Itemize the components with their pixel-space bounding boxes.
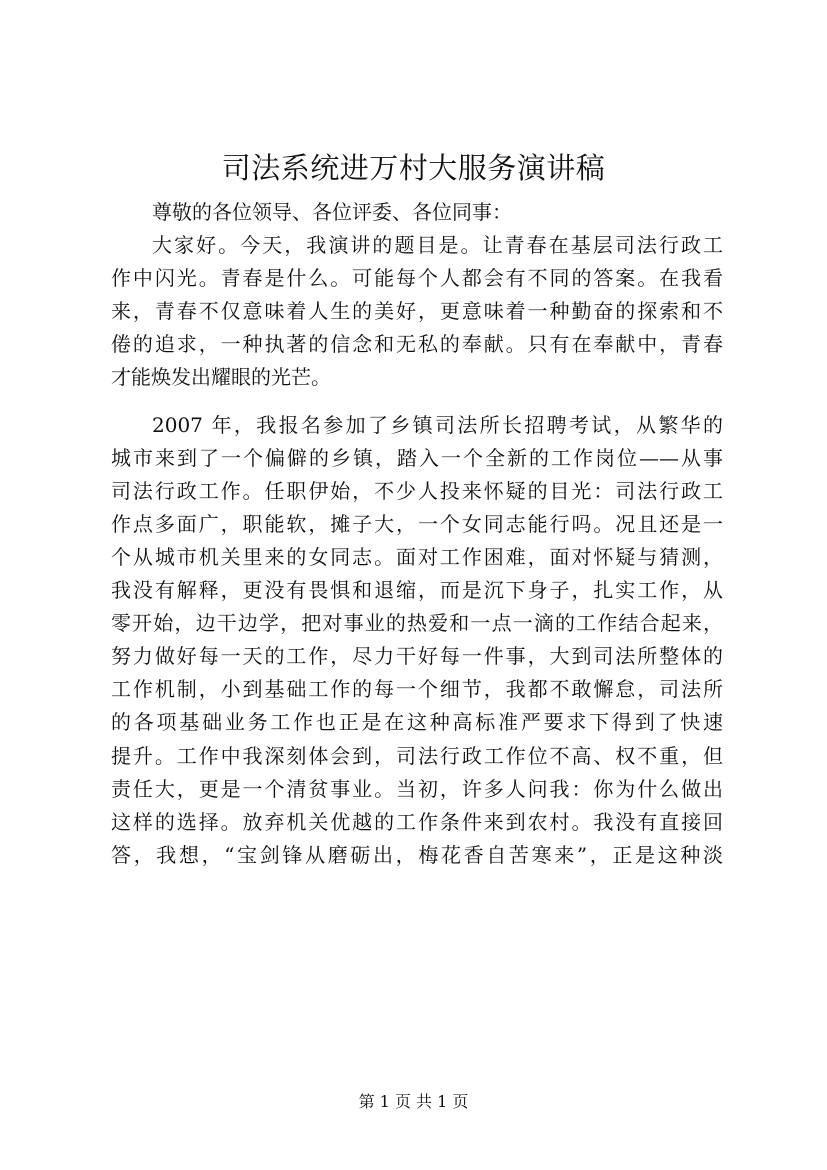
text-line: 努力做好每一天的工作，尽力干好每一件事，大到司法所整体的 bbox=[111, 644, 723, 669]
document-body bbox=[111, 196, 723, 872]
text-line: 作点多面广，职能软，摊子大，一个女同志能行吗。况且还是一 bbox=[111, 511, 723, 536]
paragraph-story bbox=[111, 409, 723, 872]
paragraph-gap bbox=[111, 395, 723, 409]
text-line: 工作机制，小到基础工作的每一个细节，我都不敢懈怠，司法所 bbox=[111, 677, 723, 702]
text-line: 责任大，更是一个清贫事业。当初，许多人问我：你为什么做出 bbox=[111, 776, 723, 801]
salutation-paragraph bbox=[111, 196, 723, 229]
text-line: 答，我想，“宝剑锋从磨砺出，梅花香自苦寒来”，正是这种淡 bbox=[111, 842, 723, 867]
text-line: 个从城市机关里来的女同志。面对工作困难，面对怀疑与猜测， bbox=[111, 544, 723, 569]
text-line: 提升。工作中我深刻体会到，司法行政工作位不高、权不重，但 bbox=[111, 743, 723, 768]
text-line: 来，青春不仅意味着人生的美好，更意味着一种勤奋的探索和不 bbox=[111, 299, 723, 324]
document-title: 司法系统进万村大服务演讲稿 bbox=[221, 151, 606, 185]
text-line: 才能焕发出耀眼的光芒。 bbox=[111, 365, 331, 390]
paragraph-intro bbox=[111, 229, 723, 394]
text-line: 司法行政工作。任职伊始，不少人投来怀疑的目光：司法行政工 bbox=[111, 478, 723, 503]
page-number-footer: 第 1 页 共 1 页 bbox=[358, 1092, 469, 1111]
text-line: 城市来到了一个偏僻的乡镇，踏入一个全新的工作岗位——从事 bbox=[111, 445, 723, 470]
text-line: 2007 年，我报名参加了乡镇司法所长招聘考试，从繁华的 bbox=[152, 412, 723, 437]
text-line: 我没有解释，更没有畏惧和退缩，而是沉下身子，扎实工作，从 bbox=[111, 578, 723, 603]
text-line: 尊敬的各位领导、各位评委、各位同事： bbox=[152, 200, 512, 224]
text-line: 这样的选择。放弃机关优越的工作条件来到农村。我没有直接回 bbox=[111, 809, 723, 834]
text-line: 倦的追求，一种执著的信念和无私的奉献。只有在奉献中，青春 bbox=[111, 332, 723, 357]
text-line: 零开始，边干边学，把对事业的热爱和一点一滴的工作结合起来， bbox=[111, 611, 723, 636]
text-line: 作中闪光。青春是什么。可能每个人都会有不同的答案。在我看 bbox=[111, 266, 723, 291]
text-line: 的各项基础业务工作也正是在这种高标准严要求下得到了快速 bbox=[111, 710, 723, 735]
text-line: 大家好。今天，我演讲的题目是。让青春在基层司法行政工 bbox=[152, 233, 723, 258]
